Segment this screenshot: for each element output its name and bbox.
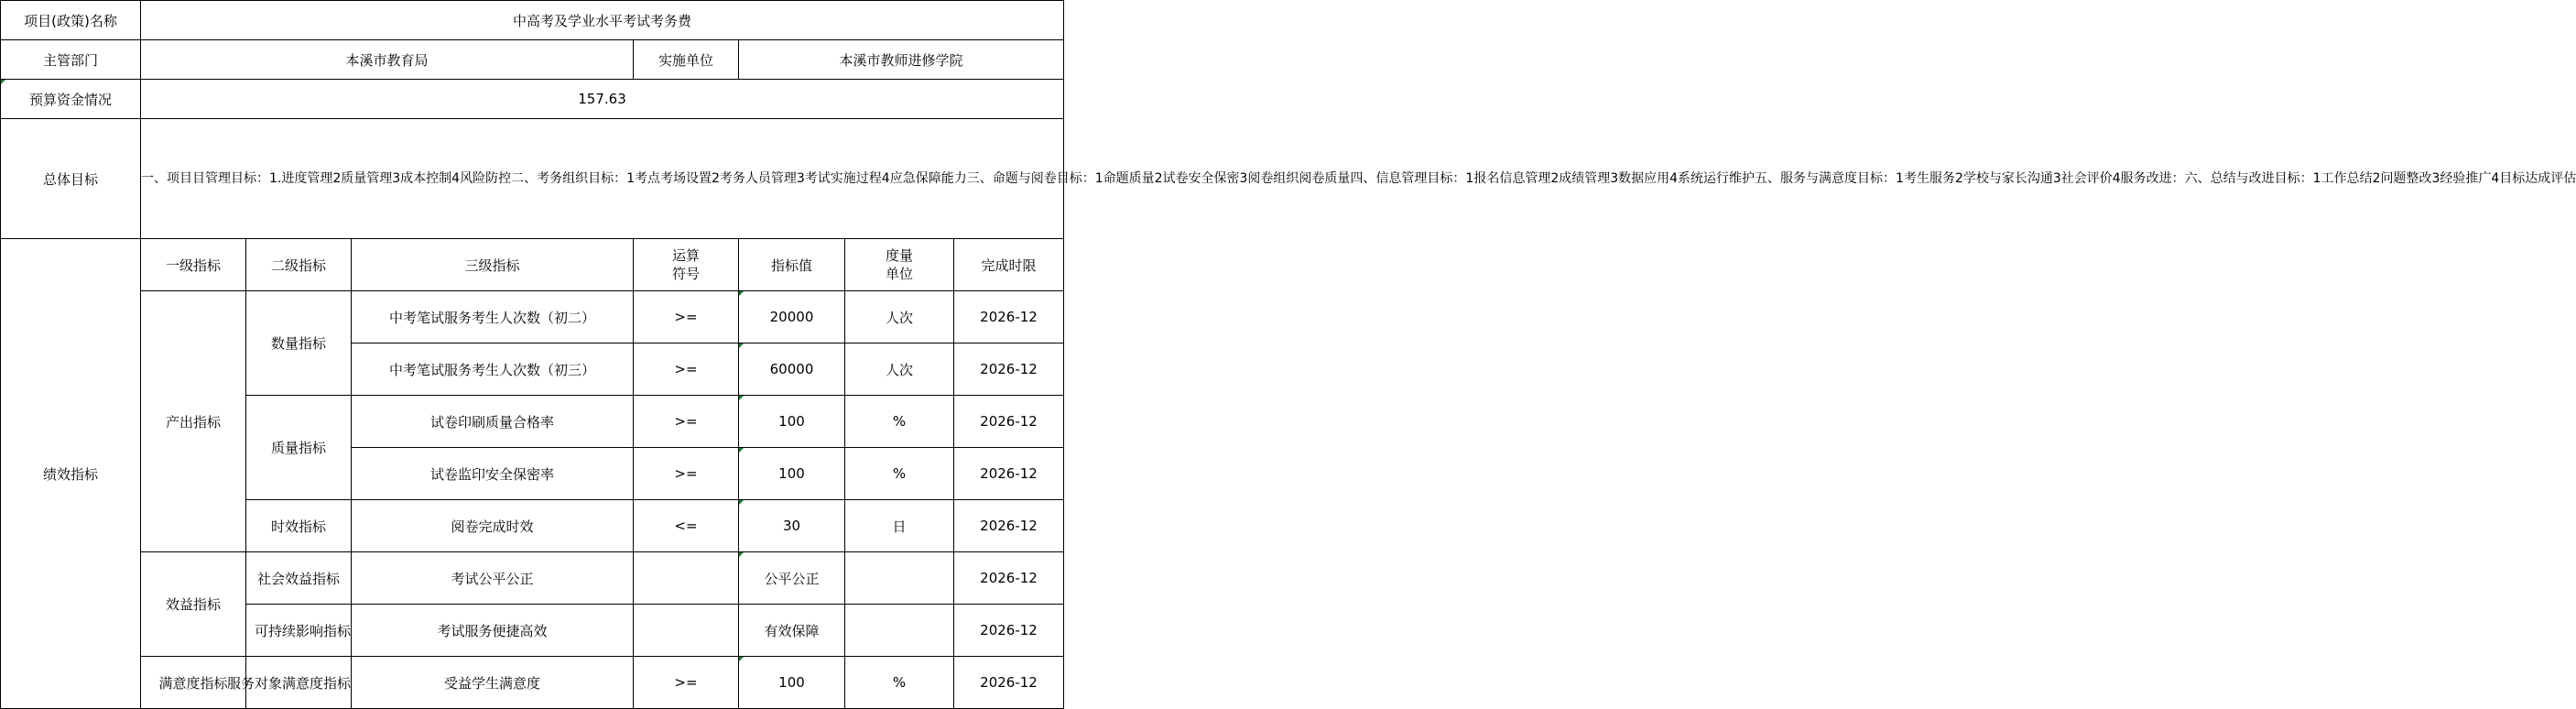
indicator-value: 100 — [739, 396, 845, 448]
indicator-deadline: 2026-12 — [954, 448, 1064, 500]
group-benefit: 效益指标 — [141, 552, 246, 657]
col-unit-text: 度量 单位 — [885, 247, 913, 282]
indicator-unit: % — [845, 448, 954, 500]
indicator-deadline: 2026-12 — [954, 552, 1064, 605]
dept-label: 主管部门 — [1, 40, 141, 80]
table-row — [1, 552, 1064, 605]
goal-label: 总体目标 — [1, 119, 141, 239]
group-satisfaction: 满意度指标 — [141, 657, 246, 709]
indicator-deadline: 2026-12 — [954, 396, 1064, 448]
indicator-unit — [845, 552, 954, 605]
indicator-deadline: 2026-12 — [954, 657, 1064, 709]
indicator-value: 公平公正 — [739, 552, 845, 605]
indicator-unit: % — [845, 657, 954, 709]
group-sustain-text: 可持续影响指标 — [254, 622, 351, 639]
indicator-value: 100 — [739, 657, 845, 709]
indicator-deadline: 2026-12 — [954, 605, 1064, 657]
group-social: 社会效益指标 — [246, 552, 352, 605]
indicator-value: 60000 — [739, 344, 845, 396]
indicator-op: <= — [634, 500, 739, 552]
indicator-unit: 人次 — [845, 291, 954, 344]
budget-label: 预算资金情况 — [1, 80, 141, 119]
indicator-op: >= — [634, 291, 739, 344]
indicator-unit: 人次 — [845, 344, 954, 396]
indicator-op: >= — [634, 344, 739, 396]
col-value: 指标值 — [739, 239, 845, 291]
group-sustain — [246, 605, 352, 657]
col-level3: 三级指标 — [352, 239, 634, 291]
goal-row — [1, 119, 1064, 239]
col-level2: 二级指标 — [246, 239, 352, 291]
indicator-deadline: 2026-12 — [954, 500, 1064, 552]
table-row — [1, 657, 1064, 709]
indicator-name: 阅卷完成时效 — [352, 500, 634, 552]
group-service-sat — [226, 657, 352, 709]
impl-label: 实施单位 — [634, 40, 739, 80]
group-service-sat-text: 服务对象满意度指标 — [226, 674, 351, 692]
table-row — [1, 291, 1064, 344]
perf-header-row — [1, 239, 1064, 291]
perf-label: 绩效指标 — [1, 239, 141, 709]
col-unit — [845, 239, 954, 291]
indicator-name: 试卷监印安全保密率 — [352, 448, 634, 500]
indicator-value: 100 — [739, 448, 845, 500]
indicator-name: 中考笔试服务考生人次数（初二） — [352, 291, 634, 344]
group-timeliness: 时效指标 — [246, 500, 352, 552]
col-deadline: 完成时限 — [954, 239, 1064, 291]
indicator-value: 20000 — [739, 291, 845, 344]
indicator-deadline: 2026-12 — [954, 291, 1064, 344]
impl-value: 本溪市教师进修学院 — [739, 40, 1064, 80]
goal-text: 一、项目目管理目标：1.进度管理2质量管理3成本控制4风险防控二、考务组织目标：1考点考场设置2考务人员管理3考试实施过程4应急保障能力三、命题与阅卷目标：1命题质量2试卷安全保密3阅卷组织阅卷质量四、信息管理目标：1报名信息管理2成绩管理3数据应用4系统运行维护五、服务与满意度目标：1考生服务2学校与家长沟通3社会评价4服务改进：六、总结与改进目标：1工作总结2问题整改3经验推广4目标达成评估 — [141, 119, 1064, 239]
indicator-deadline: 2026-12 — [954, 344, 1064, 396]
indicator-op: >= — [634, 396, 739, 448]
group-output: 产出指标 — [141, 291, 246, 552]
group-quantity: 数量指标 — [246, 291, 352, 396]
indicator-name: 试卷印刷质量合格率 — [352, 396, 634, 448]
indicator-op: >= — [634, 448, 739, 500]
col-level1: 一级指标 — [141, 239, 246, 291]
indicator-value: 有效保障 — [739, 605, 845, 657]
indicator-unit — [845, 605, 954, 657]
indicator-name: 受益学生满意度 — [352, 657, 634, 709]
budget-row — [1, 80, 1064, 119]
indicator-unit: % — [845, 396, 954, 448]
indicator-name: 考试公平公正 — [352, 552, 634, 605]
project-name-label: 项目(政策)名称 — [1, 1, 141, 40]
indicator-unit: 日 — [845, 500, 954, 552]
dept-value: 本溪市教育局 — [141, 40, 634, 80]
indicator-value: 30 — [739, 500, 845, 552]
indicator-op — [634, 605, 739, 657]
indicator-name: 中考笔试服务考生人次数（初三） — [352, 344, 634, 396]
department-row — [1, 40, 1064, 80]
project-name-row — [1, 1, 1064, 40]
col-op — [634, 239, 739, 291]
budget-value: 157.63 — [141, 80, 1064, 119]
group-quality: 质量指标 — [246, 396, 352, 500]
indicator-name: 考试服务便捷高效 — [352, 605, 634, 657]
project-name-value: 中高考及学业水平考试考务费 — [141, 1, 1064, 40]
indicator-op — [634, 552, 739, 605]
col-op-text: 运算 符号 — [671, 247, 700, 282]
indicator-op: >= — [634, 657, 739, 709]
